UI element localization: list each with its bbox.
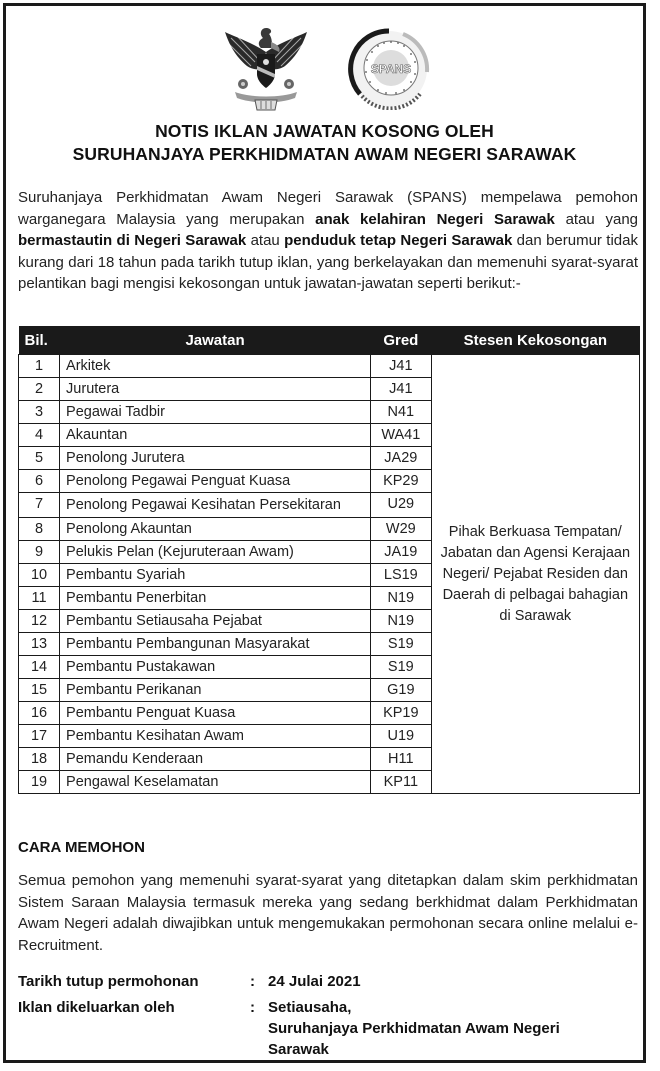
cell-gred: W29: [371, 518, 432, 541]
vacancy-table: [18, 326, 640, 794]
cell-gred: N41: [371, 401, 432, 424]
cell-stesen: Pihak Berkuasa Tempatan/ Jabatan dan Agensi Kerajaan Negeri/ Pejabat Residen dan Daerah di pelbagai bahagian di Sarawak: [431, 355, 639, 794]
cell-jawatan: Pembantu Penguat Kuasa: [60, 702, 371, 725]
closing-date-row: [18, 971, 638, 993]
header-bil: Bil.: [19, 326, 60, 355]
title-line-2: SURUHANJAYA PERKHIDMATAN AWAM NEGERI SARAWAK: [72, 144, 577, 164]
intro-bold-resident: bermastautin di Negeri Sarawak: [18, 232, 247, 249]
intro-text: atau yang: [554, 210, 639, 228]
cell-bil: 9: [19, 541, 60, 564]
spans-logo-icon: [348, 28, 430, 110]
cell-gred: N19: [371, 610, 432, 633]
issuer-line-2: Suruhanjaya Perkhidmatan Awam Negeri Sarawak: [268, 1020, 560, 1058]
cell-jawatan: Pembantu Syariah: [60, 564, 371, 587]
title-line-1: NOTIS IKLAN JAWATAN KOSONG OLEH: [155, 121, 494, 141]
intro-bold-permanent-resident: penduduk tetap Negeri Sarawak: [284, 232, 513, 249]
cell-jawatan: Pembantu Perikanan: [60, 679, 371, 702]
notice-title: [6, 120, 643, 166]
cell-bil: 15: [19, 679, 60, 702]
cell-gred: S19: [371, 633, 432, 656]
section-heading-cara-memohon: CARA MEMOHON: [18, 839, 145, 856]
cell-jawatan: Pengawal Keselamatan: [60, 771, 371, 794]
colon: :: [250, 999, 255, 1016]
cell-gred: H11: [371, 748, 432, 771]
intro-text: dan berumur tidak kurang dari 18 tahun pada tarikh tutup iklan, yang berkelayakan dan memenuhi syarat-syarat pelantikan bagi mengisi kekosongan untuk jawatan-jawatan seperti berikut:-: [18, 232, 638, 292]
cell-jawatan: Pemandu Kenderaan: [60, 748, 371, 771]
cell-gred: LS19: [371, 564, 432, 587]
cell-bil: 13: [19, 633, 60, 656]
cell-jawatan: Jurutera: [60, 378, 371, 401]
cara-memohon-paragraph: Semua pemohon yang memenuhi syarat-syarat yang ditetapkan dalam skim perkhidmatan Sistem Saraan Malaysia termasuk mereka yang sedang berkhidmat dalam Perkhidmatan Awam Negeri adalah diwajibkan untuk mengemukakan permohonan secara online melalui e-Recruitment.: [18, 872, 638, 954]
intro-text: Suruhanjaya Perkhidmatan Awam Negeri Sarawak (SPANS) mempelawa pemohon warganegara Malaysia yang merupakan: [18, 189, 638, 228]
cell-gred: G19: [371, 679, 432, 702]
logo-row: [6, 18, 643, 113]
issuer-label: Iklan dikeluarkan oleh: [18, 999, 175, 1016]
cell-gred: JA29: [371, 447, 432, 470]
cell-jawatan: Pegawai Tadbir: [60, 401, 371, 424]
cell-bil: 2: [19, 378, 60, 401]
cell-gred: JA19: [371, 541, 432, 564]
cell-jawatan: Pembantu Setiausaha Pejabat: [60, 610, 371, 633]
issuer-value: [268, 997, 628, 1060]
cell-gred: U29: [371, 493, 432, 518]
cell-gred: U19: [371, 725, 432, 748]
cell-jawatan: Penolong Jurutera: [60, 447, 371, 470]
cell-gred: N19: [371, 587, 432, 610]
header-gred: Gred: [371, 326, 432, 355]
cell-bil: 12: [19, 610, 60, 633]
hornbill-crest-icon: [221, 22, 311, 112]
cell-gred: KP11: [371, 771, 432, 794]
cell-jawatan: Pembantu Kesihatan Awam: [60, 725, 371, 748]
intro-bold-birthright: anak kelahiran Negeri Sarawak: [315, 210, 555, 228]
header-jawatan: Jawatan: [60, 326, 371, 355]
cell-bil: 5: [19, 447, 60, 470]
closing-date-value: 24 Julai 2021: [268, 973, 361, 990]
colon: :: [250, 973, 255, 990]
svg-text:SPANS: SPANS: [370, 62, 412, 76]
cell-bil: 10: [19, 564, 60, 587]
cell-gred: J41: [371, 355, 432, 378]
cell-jawatan: Akauntan: [60, 424, 371, 447]
table-header-row: [19, 326, 640, 355]
cell-gred: KP19: [371, 702, 432, 725]
issuer-line-1: Setiausaha,: [268, 999, 352, 1016]
cell-bil: 4: [19, 424, 60, 447]
cell-gred: KP29: [371, 470, 432, 493]
cell-jawatan: Pembantu Pustakawan: [60, 656, 371, 679]
cell-jawatan: Pelukis Pelan (Kejuruteraan Awam): [60, 541, 371, 564]
cell-bil: 3: [19, 401, 60, 424]
cell-gred: J41: [371, 378, 432, 401]
table-row: [19, 355, 640, 378]
cell-bil: 7: [19, 493, 60, 518]
cell-jawatan: Penolong Akauntan: [60, 518, 371, 541]
notice-frame: [3, 3, 646, 1063]
cell-jawatan: Arkitek: [60, 355, 371, 378]
cell-bil: 1: [19, 355, 60, 378]
cell-gred: S19: [371, 656, 432, 679]
cell-gred: WA41: [371, 424, 432, 447]
cell-jawatan: Penolong Pegawai Kesihatan Persekitaran: [60, 493, 371, 518]
cell-bil: 14: [19, 656, 60, 679]
cell-jawatan: Pembantu Pembangunan Masyarakat: [60, 633, 371, 656]
header-stesen: Stesen Kekosongan: [431, 326, 639, 355]
cell-bil: 6: [19, 470, 60, 493]
cell-bil: 17: [19, 725, 60, 748]
cell-bil: 11: [19, 587, 60, 610]
cell-bil: 8: [19, 518, 60, 541]
cell-bil: 18: [19, 748, 60, 771]
intro-text: atau: [246, 232, 285, 249]
issuer-row: [18, 997, 638, 1063]
cell-jawatan: Penolong Pegawai Penguat Kuasa: [60, 470, 371, 493]
cell-bil: 16: [19, 702, 60, 725]
intro-paragraph: [18, 187, 638, 295]
cell-bil: 19: [19, 771, 60, 794]
closing-date-label: Tarikh tutup permohonan: [18, 973, 199, 990]
cell-jawatan: Pembantu Penerbitan: [60, 587, 371, 610]
